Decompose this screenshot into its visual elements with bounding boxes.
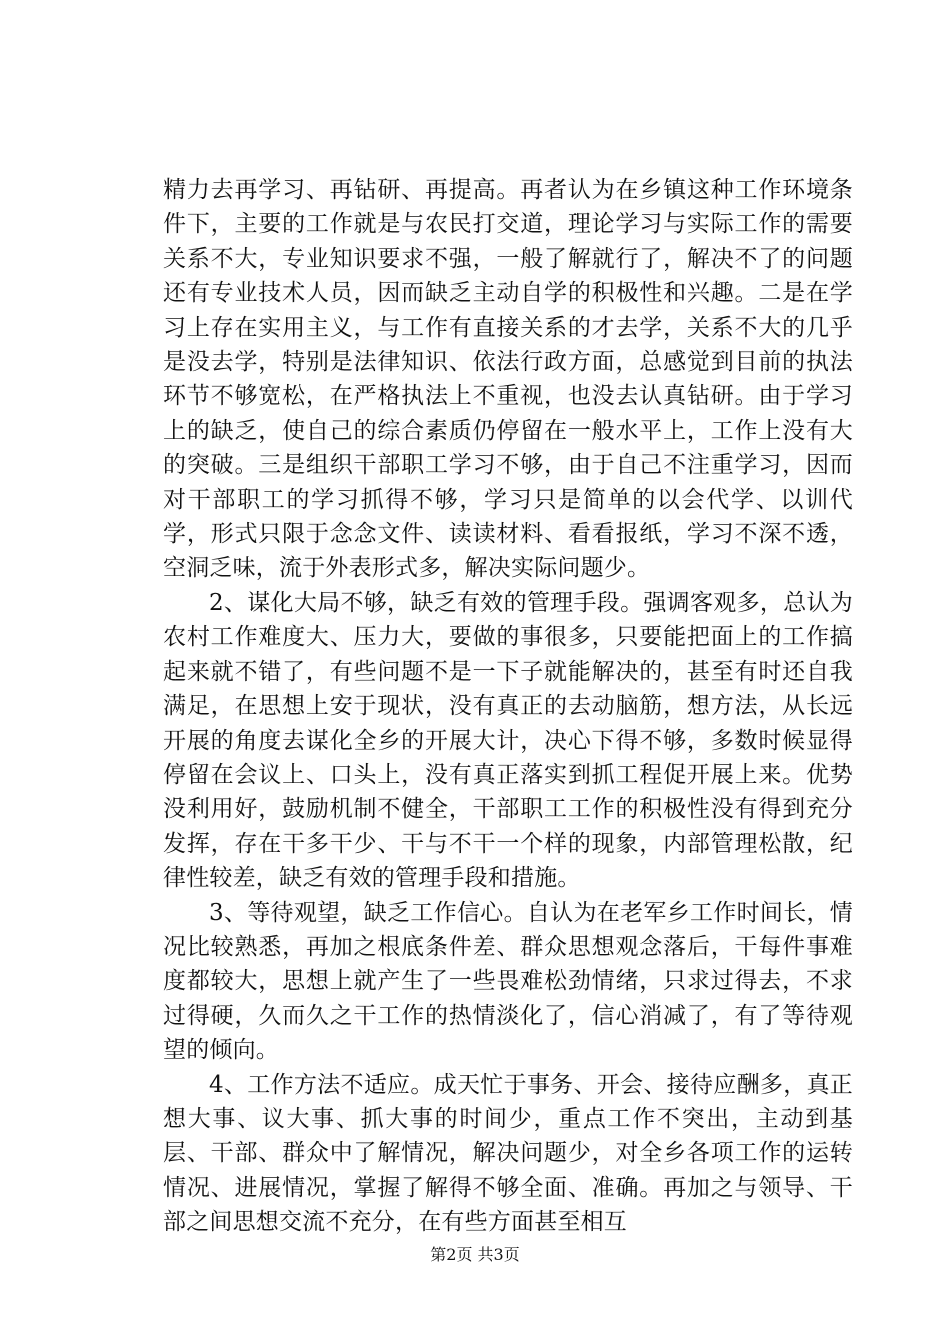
paragraph-continued: 精力去再学习、再钻研、再提高。再者认为在乡镇这种工作环境条件下，主要的工作就是与农民打交道，理论学习与实际工作的需要关系不大，专业知识要求不强，一般了解就行了，解决不了的问题还有专业技术人员，因而缺乏主动自学的积极性和兴趣。二是在学习上存在实用主义，与工作有直接关系的才去学，关系不大的几乎是没去学，特别是法律知识、依法行政方面，总感觉到目前的执法环节不够宽松，在严格执法上不重视，也没去认真钻研。由于学习上的缺乏，使自己的综合素质仍停留在一般水平上，工作上没有大的突破。三是组织干部职工学习不够，由于自己不注重学习，因而对干部职工的学习抓得不够，学习只是简单的以会代学、以训代学，形式只限于念念文件、读读材料、看看报纸，学习不深不透，空洞乏味，流于外表形式多，解决实际问题少。 bbox=[163, 177, 853, 582]
page-number-label: 第2页 共3页 bbox=[430, 1245, 520, 1264]
paragraph-item-3: 3、等待观望，缺乏工作信心。自认为在老军乡工作时间长，情况比较熟悉，再加之根底条件差、群众思想观念落后，干每件事难度都较大，思想上就产生了一些畏难松劲情绪，只求过得去，不求过得硬，久而久之干工作的热情淡化了，信心消减了，有了等待观望的倾向。 bbox=[163, 899, 853, 1064]
document-body bbox=[163, 173, 853, 1240]
page-footer bbox=[0, 1245, 950, 1265]
paragraph-item-4: 4、工作方法不适应。成天忙于事务、开会、接待应酬多，真正想大事、议大事、抓大事的时间少，重点工作不突出，主动到基层、干部、群众中了解情况，解决问题少，对全乡各项工作的运转情况、进展情况，掌握了解得不够全面、准确。再加之与领导、干部之间思想交流不充分，在有些方面甚至相互 bbox=[163, 1071, 853, 1236]
paragraph-item-2: 2、谋化大局不够，缺乏有效的管理手段。强调客观多，总认为农村工作难度大、压力大，要做的事很多，只要能把面上的工作搞起来就不错了，有些问题不是一下子就能解决的，甚至有时还自我满足，在思想上安于现状，没有真正的去动脑筋，想方法，从长远开展的角度去谋化全乡的开展大计，决心下得不够，多数时候显得停留在会议上、口头上，没有真正落实到抓工程促开展上来。优势没利用好，鼓励机制不健全，干部职工工作的积极性没有得到充分发挥，存在干多干少、干与不干一个样的现象，内部管理松散，纪律性较差，缺乏有效的管理手段和措施。 bbox=[163, 589, 853, 892]
